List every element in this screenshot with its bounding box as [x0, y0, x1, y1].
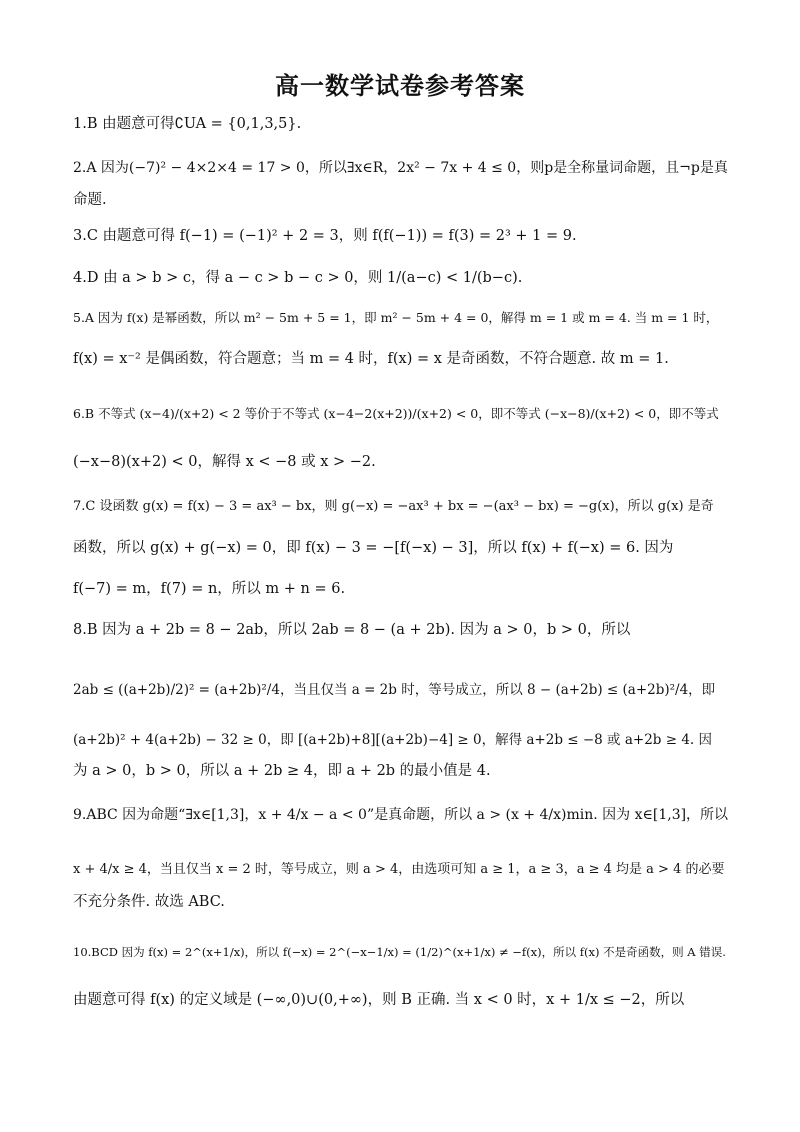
answer-line: 8.B 因为 a + 2b = 8 − 2ab，所以 2ab = 8 − (a + 2b). 因为 a > 0，b > 0，所以	[73, 622, 631, 638]
answer-line: 3.C 由题意可得 f(−1) = (−1)² + 2 = 3，则 f(f(−1)) = f(3) = 2³ + 1 = 9.	[73, 228, 577, 244]
answer-line: 7.C 设函数 g(x) = f(x) − 3 = ax³ − bx，则 g(−x) = −ax³ + bx = −(ax³ − bx) = −g(x)，所以 g(x) 是奇	[73, 499, 714, 514]
answer-line: x + 4/x ≥ 4，当且仅当 x = 2 时，等号成立，则 a > 4，由选项可知 a ≥ 1，a ≥ 3，a ≥ 4 均是 a > 4 的必要	[73, 862, 725, 877]
answer-line: 由题意可得 f(x) 的定义域是 (−∞,0)∪(0,+∞)，则 B 正确. 当 x < 0 时，x + 1/x ≤ −2，所以	[73, 992, 685, 1008]
answer-line: 10.BCD 因为 f(x) = 2^(x+1/x)，所以 f(−x) = 2^(−x−1/x) = (1/2)^(x+1/x) ≠ −f(x)，所以 f(x) 不是奇函数，则 A 错误.	[73, 945, 726, 959]
answer-line: f(x) = x⁻² 是偶函数，符合题意；当 m = 4 时，f(x) = x 是奇函数，不符合题意. 故 m = 1.	[73, 351, 669, 367]
answer-line: 2.A 因为(−7)² − 4×2×4 = 17 > 0，所以∃x∈R，2x² − 7x + 4 ≤ 0，则p是全称量词命题，且¬p是真	[73, 160, 728, 176]
answer-line: 6.B 不等式 (x−4)/(x+2) < 2 等价于不等式 (x−4−2(x+2))/(x+2) < 0，即不等式 (−x−8)/(x+2) < 0，即不等式	[73, 406, 719, 421]
answer-line: 命题.	[73, 192, 107, 208]
answer-line: 不充分条件. 故选 ABC.	[73, 894, 225, 910]
answer-line: 函数，所以 g(x) + g(−x) = 0，即 f(x) − 3 = −[f(−x) − 3]，所以 f(x) + f(−x) = 6. 因为	[73, 540, 674, 556]
answer-line: (a+2b)² + 4(a+2b) − 32 ≥ 0，即 [(a+2b)+8][(a+2b)−4] ≥ 0，解得 a+2b ≤ −8 或 a+2b ≥ 4. 因	[73, 732, 713, 748]
answer-line: 为 a > 0，b > 0，所以 a + 2b ≥ 4，即 a + 2b 的最小值是 4.	[73, 763, 491, 779]
answer-line: 9.ABC 因为命题“∃x∈[1,3]，x + 4/x − a < 0”是真命题，所以 a > (x + 4/x)min. 因为 x∈[1,3]，所以	[73, 807, 729, 823]
answer-line: (−x−8)(x+2) < 0，解得 x < −8 或 x > −2.	[73, 454, 376, 470]
answer-line: 1.B 由题意可得∁UA = {0,1,3,5}.	[73, 116, 302, 132]
answer-line: f(−7) = m，f(7) = n，所以 m + n = 6.	[73, 581, 346, 597]
page-title: 高一数学试卷参考答案	[275, 71, 525, 100]
answer-line: 4.D 由 a > b > c，得 a − c > b − c > 0，则 1/(a−c) < 1/(b−c).	[73, 270, 523, 286]
answer-line: 5.A 因为 f(x) 是幂函数，所以 m² − 5m + 5 = 1，即 m² − 5m + 4 = 0，解得 m = 1 或 m = 4. 当 m = 1 时，	[73, 310, 719, 325]
answer-line: 2ab ≤ ((a+2b)/2)² = (a+2b)²/4，当且仅当 a = 2b 时，等号成立，所以 8 − (a+2b) ≤ (a+2b)²/4，即	[73, 682, 716, 698]
